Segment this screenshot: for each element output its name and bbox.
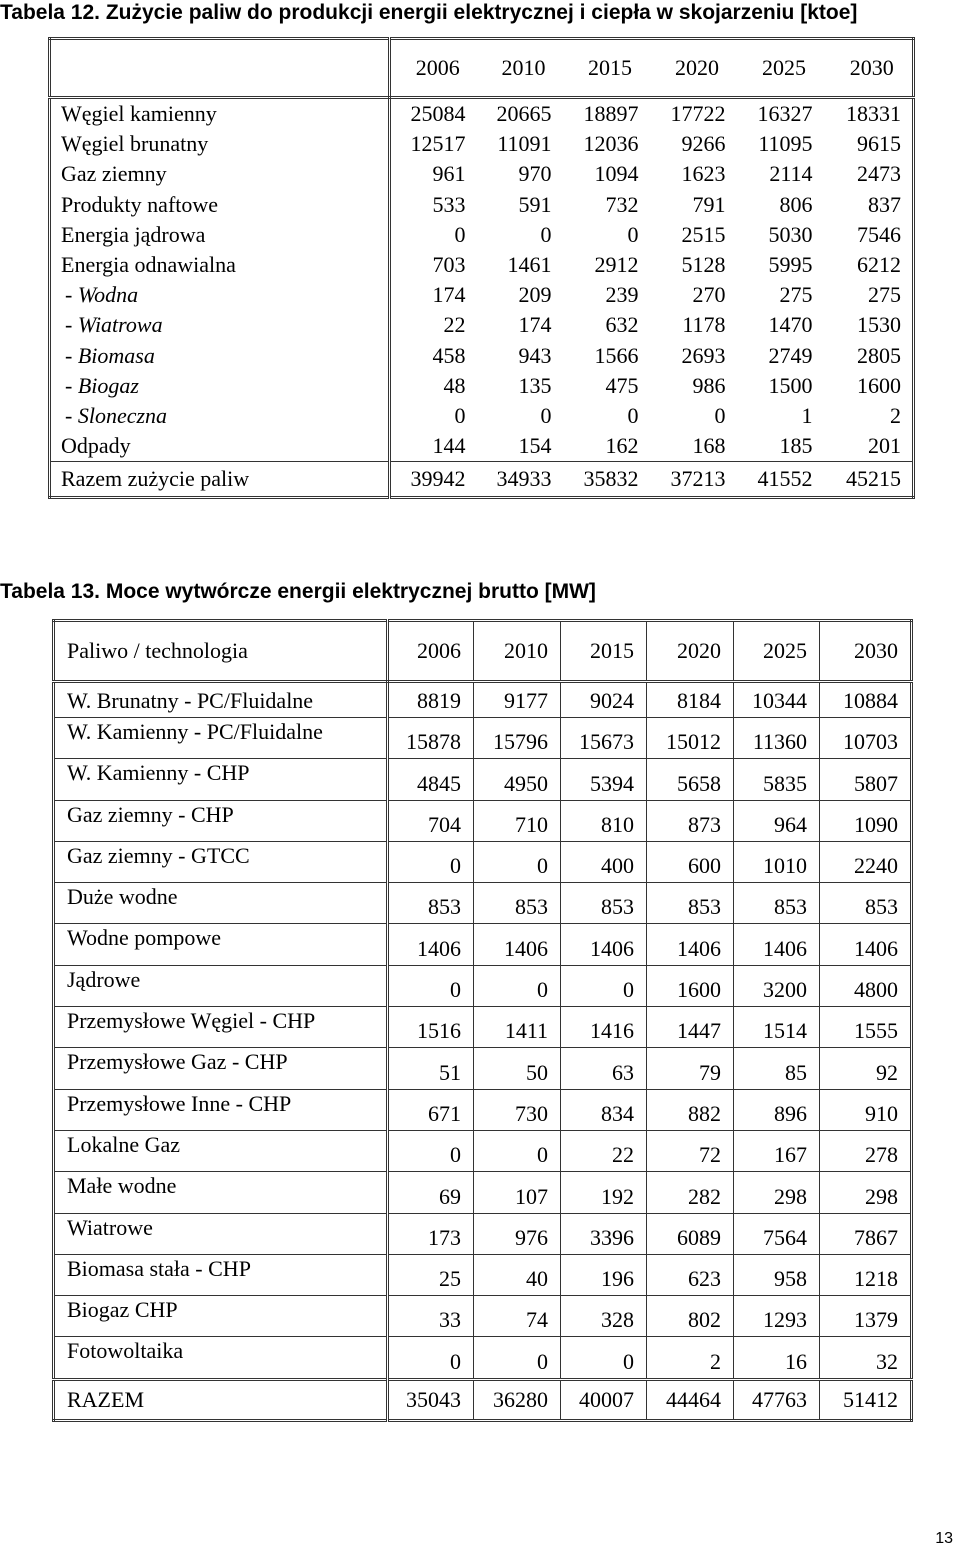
value-cell: 72 bbox=[647, 1130, 734, 1171]
table-row bbox=[54, 800, 912, 841]
year-header-cell: 2010 bbox=[477, 39, 563, 98]
row-label-cell: W. Brunatny - PC/Fluidalne bbox=[54, 682, 388, 718]
value-cell: 0 bbox=[561, 1337, 647, 1379]
value-cell: 25 bbox=[388, 1254, 474, 1295]
table-row bbox=[54, 759, 912, 800]
value-cell: 278 bbox=[820, 1130, 912, 1171]
value-cell: 853 bbox=[820, 883, 912, 924]
value-cell: 0 bbox=[627, 402, 639, 428]
value-cell: 1411 bbox=[474, 1007, 561, 1048]
value-cell: 10884 bbox=[820, 682, 912, 718]
value-cell: 834 bbox=[561, 1089, 647, 1130]
value-cell: 533 bbox=[432, 191, 466, 217]
row-label-cell: Węgiel brunatny bbox=[50, 129, 390, 159]
table-row bbox=[50, 190, 914, 220]
year-header-cell: 2030 bbox=[824, 39, 914, 98]
value-cell: 275 bbox=[779, 282, 813, 308]
table-row bbox=[54, 1172, 912, 1213]
table-row bbox=[50, 341, 914, 371]
value-cell: 1416 bbox=[561, 1007, 647, 1048]
value-cell: 9615 bbox=[857, 131, 901, 157]
value-cell: 2912 bbox=[594, 252, 639, 278]
value-cell: 0 bbox=[474, 965, 561, 1006]
value-cell: 79 bbox=[647, 1048, 734, 1089]
value-cell: 85 bbox=[734, 1048, 820, 1089]
table-row bbox=[54, 1130, 912, 1171]
value-cell: 5807 bbox=[820, 759, 912, 800]
value-cell: 12036 bbox=[583, 131, 639, 157]
row-label-cell: Biogaz CHP bbox=[54, 1296, 388, 1337]
value-cell: 0 bbox=[388, 1337, 474, 1379]
total-row bbox=[50, 462, 914, 498]
total-value-cell: 37213 bbox=[650, 462, 737, 498]
value-cell: 1566 bbox=[594, 342, 639, 368]
value-cell: 0 bbox=[540, 221, 552, 247]
value-cell: 3200 bbox=[734, 965, 820, 1006]
value-cell: 986 bbox=[692, 372, 726, 398]
value-cell: 0 bbox=[561, 965, 647, 1006]
value-cell: 32 bbox=[820, 1337, 912, 1379]
value-cell: 17722 bbox=[670, 101, 726, 127]
value-cell: 0 bbox=[454, 221, 466, 247]
value-cell: 853 bbox=[474, 883, 561, 924]
value-cell: 201 bbox=[868, 433, 901, 459]
value-cell: 2240 bbox=[820, 841, 912, 882]
value-cell: 15012 bbox=[647, 718, 734, 759]
table12-caption: Tabela 12. Zużycie paliw do produkcji energii elektrycznej i ciepła w skojarzeniu [ktoe] bbox=[0, 1, 858, 24]
value-cell: 475 bbox=[605, 372, 639, 398]
table-row bbox=[54, 718, 912, 759]
value-cell: 2749 bbox=[768, 342, 813, 368]
value-cell: 1 bbox=[801, 402, 813, 428]
value-cell: 2 bbox=[647, 1337, 734, 1379]
value-cell: 5394 bbox=[561, 759, 647, 800]
row-label-cell: Przemysłowe Węgiel - CHP bbox=[54, 1007, 388, 1048]
value-cell: 328 bbox=[561, 1296, 647, 1337]
value-cell: 12517 bbox=[410, 131, 466, 157]
value-cell: 7546 bbox=[857, 221, 901, 247]
value-cell: 5128 bbox=[681, 252, 726, 278]
value-cell: 7564 bbox=[734, 1213, 820, 1254]
value-cell: 400 bbox=[561, 841, 647, 882]
table-row bbox=[54, 1089, 912, 1130]
row-label-cell: Wodne pompowe bbox=[54, 924, 388, 965]
value-cell: 1470 bbox=[768, 312, 813, 338]
value-cell: 9177 bbox=[474, 682, 561, 718]
value-cell: 173 bbox=[388, 1213, 474, 1254]
row-label-cell: Odpady bbox=[50, 431, 390, 462]
value-cell: 18897 bbox=[583, 101, 639, 127]
total-value-cell: 34933 bbox=[477, 462, 563, 498]
value-cell: 74 bbox=[474, 1296, 561, 1337]
table-row bbox=[50, 310, 914, 340]
value-cell: 11095 bbox=[758, 131, 813, 157]
row-label-cell: Przemysłowe Gaz - CHP bbox=[54, 1048, 388, 1089]
value-cell: 853 bbox=[647, 883, 734, 924]
value-cell: 732 bbox=[605, 191, 639, 217]
value-cell: 11091 bbox=[497, 131, 552, 157]
value-cell: 33 bbox=[388, 1296, 474, 1337]
value-cell: 0 bbox=[714, 402, 726, 428]
table-row bbox=[54, 1007, 912, 1048]
table-row bbox=[54, 1254, 912, 1295]
value-cell: 1461 bbox=[507, 252, 552, 278]
value-cell: 15673 bbox=[561, 718, 647, 759]
value-cell: 5658 bbox=[647, 759, 734, 800]
value-cell: 1623 bbox=[681, 161, 726, 187]
value-cell: 1090 bbox=[820, 800, 912, 841]
value-cell: 1447 bbox=[647, 1007, 734, 1048]
value-cell: 1555 bbox=[820, 1007, 912, 1048]
value-cell: 882 bbox=[647, 1089, 734, 1130]
value-cell: 168 bbox=[692, 433, 726, 459]
value-cell: 1218 bbox=[820, 1254, 912, 1295]
row-label-cell: - Sloneczna bbox=[50, 401, 390, 431]
value-cell: 970 bbox=[518, 161, 552, 187]
table-row bbox=[54, 965, 912, 1006]
row-label-cell: - Biomasa bbox=[50, 341, 390, 371]
value-cell: 591 bbox=[518, 191, 552, 217]
table-row bbox=[50, 98, 914, 130]
value-cell: 2693 bbox=[681, 342, 726, 368]
year-header-cell: 2025 bbox=[737, 39, 824, 98]
year-header-cell: 2015 bbox=[563, 39, 650, 98]
table-row bbox=[50, 220, 914, 250]
generation-capacity-table bbox=[52, 619, 913, 1422]
value-cell: 910 bbox=[820, 1089, 912, 1130]
value-cell: 11360 bbox=[734, 718, 820, 759]
row-label-cell: Przemysłowe Inne - CHP bbox=[54, 1089, 388, 1130]
value-cell: 270 bbox=[692, 282, 726, 308]
value-cell: 5995 bbox=[768, 252, 813, 278]
value-cell: 958 bbox=[734, 1254, 820, 1295]
value-cell: 0 bbox=[474, 841, 561, 882]
total-value-cell: 36280 bbox=[474, 1379, 561, 1420]
value-cell: 282 bbox=[647, 1172, 734, 1213]
value-cell: 51 bbox=[388, 1048, 474, 1089]
row-label-cell: Duże wodne bbox=[54, 883, 388, 924]
total-value-cell: 44464 bbox=[647, 1379, 734, 1420]
value-cell: 16327 bbox=[757, 101, 813, 127]
value-cell: 15796 bbox=[474, 718, 561, 759]
year-header-cell: 2010 bbox=[474, 621, 561, 682]
table-row bbox=[54, 841, 912, 882]
value-cell: 16 bbox=[734, 1337, 820, 1379]
value-cell: 976 bbox=[474, 1213, 561, 1254]
value-cell: 1406 bbox=[820, 924, 912, 965]
value-cell: 802 bbox=[647, 1296, 734, 1337]
value-cell: 6089 bbox=[647, 1213, 734, 1254]
total-value-cell: 41552 bbox=[737, 462, 824, 498]
value-cell: 154 bbox=[518, 433, 552, 459]
value-cell: 458 bbox=[432, 342, 466, 368]
year-header-cell: 2006 bbox=[390, 39, 477, 98]
value-cell: 2 bbox=[890, 402, 901, 428]
value-cell: 853 bbox=[561, 883, 647, 924]
value-cell: 1406 bbox=[734, 924, 820, 965]
row-label-cell: Produkty naftowe bbox=[50, 190, 390, 220]
value-cell: 1516 bbox=[388, 1007, 474, 1048]
value-cell: 22 bbox=[443, 312, 466, 338]
row-label-cell: Gaz ziemny - CHP bbox=[54, 800, 388, 841]
value-cell: 107 bbox=[474, 1172, 561, 1213]
row-label-cell: Jądrowe bbox=[54, 965, 388, 1006]
value-cell: 2805 bbox=[857, 342, 901, 368]
value-cell: 730 bbox=[474, 1089, 561, 1130]
value-cell: 1406 bbox=[561, 924, 647, 965]
value-cell: 810 bbox=[561, 800, 647, 841]
value-cell: 600 bbox=[647, 841, 734, 882]
row-label-cell: - Biogaz bbox=[50, 371, 390, 401]
table-row bbox=[54, 1048, 912, 1089]
value-cell: 48 bbox=[443, 372, 466, 398]
value-cell: 10344 bbox=[734, 682, 820, 718]
value-cell: 10703 bbox=[820, 718, 912, 759]
total-value-cell: 51412 bbox=[820, 1379, 912, 1420]
table-row bbox=[50, 401, 914, 431]
value-cell: 196 bbox=[561, 1254, 647, 1295]
value-cell: 671 bbox=[388, 1089, 474, 1130]
total-value-cell: 39942 bbox=[390, 462, 477, 498]
value-cell: 632 bbox=[605, 312, 639, 338]
value-cell: 1406 bbox=[474, 924, 561, 965]
value-cell: 15878 bbox=[388, 718, 474, 759]
value-cell: 873 bbox=[647, 800, 734, 841]
table-row bbox=[54, 924, 912, 965]
value-cell: 8184 bbox=[647, 682, 734, 718]
row-label-cell: Gaz ziemny bbox=[50, 159, 390, 189]
value-cell: 1010 bbox=[734, 841, 820, 882]
row-label-cell: Lokalne Gaz bbox=[54, 1130, 388, 1171]
value-cell: 4845 bbox=[388, 759, 474, 800]
value-cell: 6212 bbox=[857, 252, 901, 278]
value-cell: 710 bbox=[474, 800, 561, 841]
value-cell: 853 bbox=[388, 883, 474, 924]
value-cell: 40 bbox=[474, 1254, 561, 1295]
value-cell: 853 bbox=[734, 883, 820, 924]
value-cell: 791 bbox=[692, 191, 726, 217]
header-row bbox=[54, 621, 912, 682]
value-cell: 92 bbox=[820, 1048, 912, 1089]
value-cell: 25084 bbox=[410, 101, 466, 127]
value-cell: 69 bbox=[388, 1172, 474, 1213]
value-cell: 9266 bbox=[681, 131, 726, 157]
value-cell: 9024 bbox=[561, 682, 647, 718]
value-cell: 0 bbox=[474, 1337, 561, 1379]
table-row bbox=[50, 250, 914, 280]
value-cell: 20665 bbox=[496, 101, 552, 127]
value-cell: 1379 bbox=[820, 1296, 912, 1337]
value-cell: 1406 bbox=[647, 924, 734, 965]
total-row bbox=[54, 1379, 912, 1420]
total-value-cell: 35832 bbox=[563, 462, 650, 498]
row-label-cell: Gaz ziemny - GTCC bbox=[54, 841, 388, 882]
table-row bbox=[50, 159, 914, 189]
table-row bbox=[50, 431, 914, 462]
table-row bbox=[54, 1296, 912, 1337]
value-cell: 209 bbox=[518, 282, 552, 308]
row-label-cell: Wiatrowe bbox=[54, 1213, 388, 1254]
total-value-cell: 40007 bbox=[561, 1379, 647, 1420]
value-cell: 1500 bbox=[768, 372, 813, 398]
value-cell: 63 bbox=[561, 1048, 647, 1089]
value-cell: 1530 bbox=[857, 312, 901, 338]
value-cell: 8819 bbox=[388, 682, 474, 718]
value-cell: 1094 bbox=[594, 161, 639, 187]
value-cell: 896 bbox=[734, 1089, 820, 1130]
table-row bbox=[50, 129, 914, 159]
value-cell: 703 bbox=[432, 252, 466, 278]
year-header-cell: 2030 bbox=[820, 621, 912, 682]
value-cell: 806 bbox=[779, 191, 813, 217]
value-cell: 961 bbox=[432, 161, 466, 187]
table13-caption: Tabela 13. Moce wytwórcze energii elektrycznej brutto [MW] bbox=[0, 580, 596, 603]
value-cell: 1600 bbox=[857, 372, 901, 398]
value-cell: 5835 bbox=[734, 759, 820, 800]
row-label-cell: Energia jądrowa bbox=[50, 220, 390, 250]
value-cell: 704 bbox=[388, 800, 474, 841]
page-number: 13 bbox=[935, 1530, 953, 1547]
total-label-cell: Razem zużycie paliw bbox=[50, 462, 390, 498]
value-cell: 1600 bbox=[647, 965, 734, 1006]
value-cell: 964 bbox=[734, 800, 820, 841]
row-label-cell: Biomasa stała - CHP bbox=[54, 1254, 388, 1295]
row-label-cell: - Wodna bbox=[50, 280, 390, 310]
row-label-cell: Fotowoltaika bbox=[54, 1337, 388, 1379]
value-cell: 943 bbox=[518, 342, 552, 368]
value-cell: 837 bbox=[868, 191, 901, 217]
value-cell: 144 bbox=[432, 433, 466, 459]
value-cell: 298 bbox=[820, 1172, 912, 1213]
value-cell: 2473 bbox=[857, 161, 901, 187]
table-row bbox=[54, 682, 912, 718]
year-header-cell: 2015 bbox=[561, 621, 647, 682]
value-cell: 0 bbox=[388, 965, 474, 1006]
table-row bbox=[54, 1337, 912, 1379]
value-cell: 174 bbox=[432, 282, 466, 308]
table-row bbox=[50, 280, 914, 310]
value-cell: 1406 bbox=[388, 924, 474, 965]
row-label-cell: W. Kamienny - CHP bbox=[54, 759, 388, 800]
year-header-cell: 2025 bbox=[734, 621, 820, 682]
value-cell: 3396 bbox=[561, 1213, 647, 1254]
value-cell: 5030 bbox=[768, 221, 813, 247]
total-value-cell: 47763 bbox=[734, 1379, 820, 1420]
value-cell: 162 bbox=[605, 433, 639, 459]
value-cell: 167 bbox=[734, 1130, 820, 1171]
table-row bbox=[50, 371, 914, 401]
total-label-cell: RAZEM bbox=[54, 1379, 388, 1420]
value-cell: 0 bbox=[474, 1130, 561, 1171]
value-cell: 0 bbox=[388, 841, 474, 882]
value-cell: 1178 bbox=[682, 312, 726, 338]
value-cell: 18331 bbox=[846, 101, 901, 127]
row-label-cell: W. Kamienny - PC/Fluidalne bbox=[54, 718, 388, 759]
total-value-cell: 45215 bbox=[824, 462, 914, 498]
value-cell: 0 bbox=[454, 402, 466, 428]
value-cell: 2114 bbox=[769, 161, 813, 187]
value-cell: 623 bbox=[647, 1254, 734, 1295]
row-label-cell: - Wiatrowa bbox=[50, 310, 390, 340]
fuel-consumption-table bbox=[48, 37, 915, 499]
value-cell: 50 bbox=[474, 1048, 561, 1089]
value-cell: 0 bbox=[627, 221, 639, 247]
value-cell: 22 bbox=[561, 1130, 647, 1171]
row-label-cell: Energia odnawialna bbox=[50, 250, 390, 280]
row-label-cell: Węgiel kamienny bbox=[50, 98, 390, 130]
value-cell: 298 bbox=[734, 1172, 820, 1213]
table-row bbox=[54, 1213, 912, 1254]
header-row bbox=[50, 39, 914, 98]
value-cell: 1514 bbox=[734, 1007, 820, 1048]
value-cell: 1293 bbox=[734, 1296, 820, 1337]
value-cell: 192 bbox=[561, 1172, 647, 1213]
value-cell: 275 bbox=[868, 282, 901, 308]
total-value-cell: 35043 bbox=[388, 1379, 474, 1420]
table-row bbox=[54, 883, 912, 924]
year-header-cell: 2006 bbox=[388, 621, 474, 682]
value-cell: 239 bbox=[605, 282, 639, 308]
value-cell: 4950 bbox=[474, 759, 561, 800]
row-label-cell: Małe wodne bbox=[54, 1172, 388, 1213]
header-label-cell: Paliwo / technologia bbox=[54, 621, 388, 682]
value-cell: 2515 bbox=[681, 221, 726, 247]
header-empty-cell bbox=[50, 39, 390, 98]
year-header-cell: 2020 bbox=[650, 39, 737, 98]
value-cell: 0 bbox=[388, 1130, 474, 1171]
value-cell: 7867 bbox=[820, 1213, 912, 1254]
value-cell: 0 bbox=[540, 402, 552, 428]
value-cell: 4800 bbox=[820, 965, 912, 1006]
value-cell: 174 bbox=[518, 312, 552, 338]
value-cell: 135 bbox=[518, 372, 552, 398]
value-cell: 185 bbox=[779, 433, 813, 459]
year-header-cell: 2020 bbox=[647, 621, 734, 682]
